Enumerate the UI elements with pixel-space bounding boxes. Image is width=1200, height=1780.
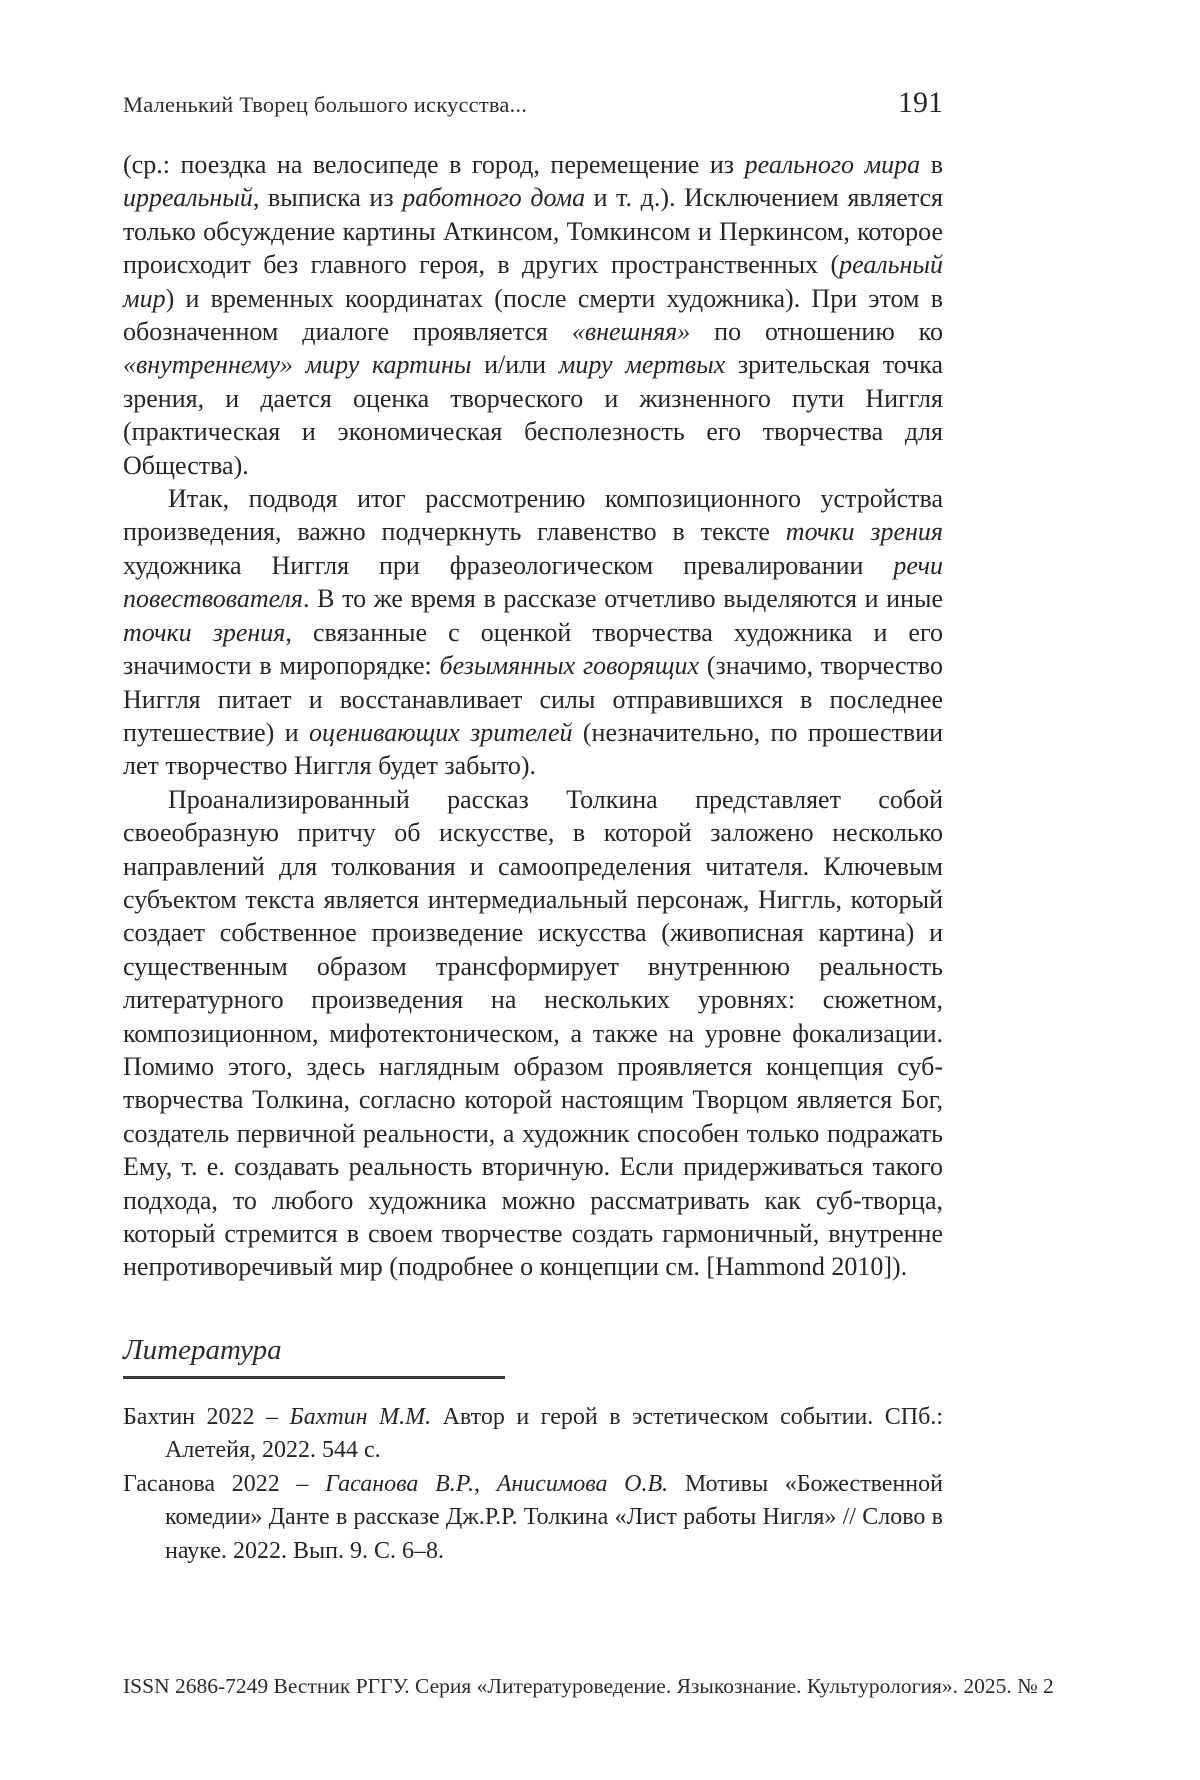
text-column [123,86,943,1568]
literature-section-heading: Литература [123,1333,282,1366]
reference-item-2: Гасанова 2022 – Гасанова В.Р., Анисимова О.В. Мотивы «Божественной комедии» Данте в рассказе Дж.Р.Р. Толкина «Лист работы Нигля» // Слово в науке. 2022. Вып. 9. С. 6–8. [123,1470,943,1564]
article-body [123,148,943,1284]
paragraph-2: Итак, подводя итог рассмотрению композиционного устройства произведения, важно подчеркнуть главенство в тексте точки зрения художника Ниггля при фразеологическом превалировании речи повествователя. В то же время в рассказе отчетливо выделяются и иные точки зрения, связанные с оценкой творчества художника и его значимости в миропорядке: безымянных говорящих (значимо, творчество Ниггля питает и восстанавливает силы отправившихся в последнее путешествие) и оценивающих зрителей (незначительно, по прошествии лет творчество Ниггля будет забыто). [123,484,943,781]
references-section [123,1334,943,1569]
heading-rule [123,1376,505,1379]
running-head-title: Маленький Творец большого искусства... [123,92,528,117]
paragraph-3: Проанализированный рассказ Толкина представляет собой своеобразную притчу об искусстве, в которой заложено несколько направлений для толкования и самоопределения читателя. Ключевым субъектом текста является интермедиальный персонаж, Ниггль, который создает собственное произведение искусства (живописная картина) и существенным образом трансформирует внутреннюю реальность литературного произведения на нескольких уровнях: сюжетном, композиционном, мифотектоническом, а также на уровне фокализации. Помимо этого, здесь наглядным образом проявляется концепция суб-творчества Толкина, согласно которой настоящим Творцом является Бог, создатель первичной реальности, а художник способен только подражать Ему, т. е. создавать реальность вторичную. Если придерживаться такого подхода, то любого художника можно рассматривать как суб-творца, который стремится в своем творчестве создать гармоничный, внутренне непротиворечивый мир (подробнее о концепции см. [Hammond 2010]). [123,784,943,1282]
paragraph-1: (ср.: поездка на велосипеде в город, перемещение из реального мира в ирреальный, выписка из работного дома и т. д.). Исключением является только обсуждение картины Аткинсом, Томкинсом и Перкинсом, которое происходит без главного героя, в других пространственных (реальный мир) и временных координатах (после смерти художника). При этом в обозначенном диалоге проявляется «внешняя» по отношению ко «внутреннему» миру картины и/или миру мертвых зрительская точка зрения, и дается оценка творческого и жизненного пути Ниггля (практическая и экономическая бесполезность его творчества для Общества). [123,150,944,480]
journal-footer: ISSN 2686-7249 Вестник РГГУ. Серия «Литературоведение. Языкознание. Культурология». 2025. № 2 [123,1674,1054,1698]
page-number: 191 [898,86,943,119]
reference-item-1: Бахтин 2022 – Бахтин М.М. Автор и герой в эстетическом событии. СПб.: Алетейя, 2022. 544 с. [123,1403,944,1464]
running-head [123,86,943,120]
